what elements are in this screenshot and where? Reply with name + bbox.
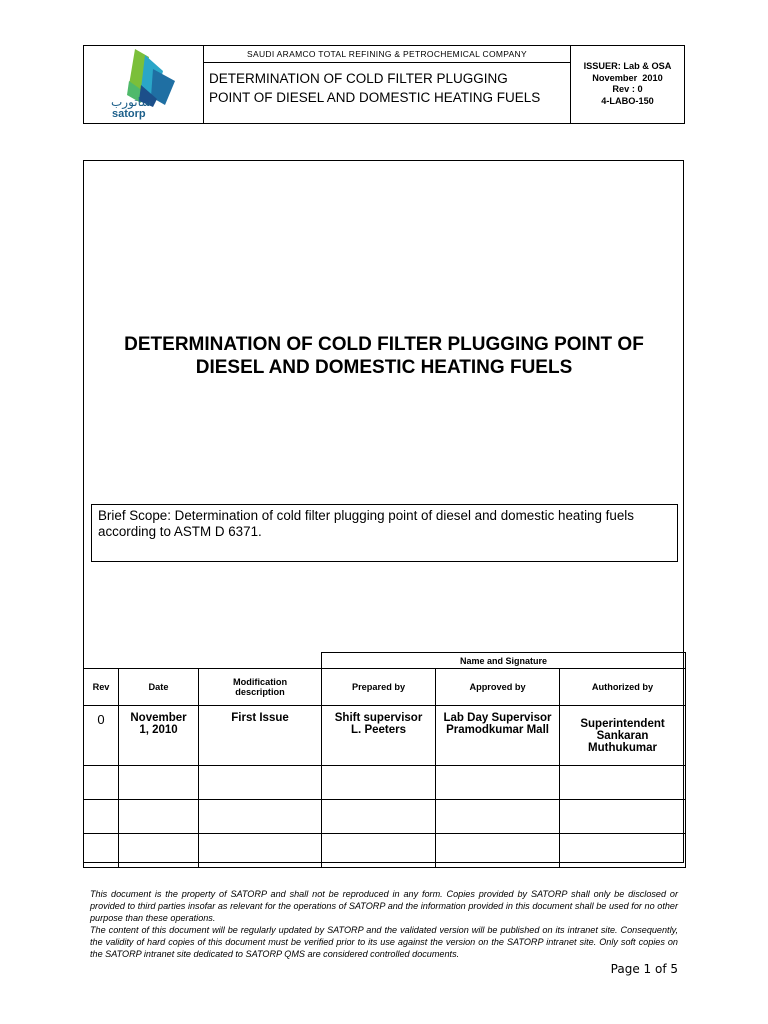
column-header-modification-line: Modification	[232, 677, 288, 687]
brief-scope-box	[91, 504, 678, 562]
disclaimer-paragraph: The content of this document will be regularly updated by SATORP and the validated version will be published on its intranet site. Consequently, the validity of hard copies of this document must be verified prior to its use against the version on the SATORP intranet site. Only soft copies on the SATORP intranet site dedicated to SATORP QMS are considered controlled documents.	[90, 925, 678, 959]
cell-prepared-by-line: Shift supervisor	[334, 712, 423, 724]
issuer-block	[571, 61, 684, 107]
table-header-row	[84, 669, 686, 706]
revision: Rev : 0	[612, 84, 643, 94]
cell-approved-by	[436, 706, 560, 766]
empty-cell	[436, 834, 560, 868]
cell-authorized-by-line: Muthukumar	[588, 741, 658, 754]
empty-cell	[199, 766, 322, 800]
table-row-empty	[84, 766, 686, 800]
cell-authorized-by-line: Sankaran	[596, 729, 649, 742]
disclaimer-paragraph: This document is the property of SATORP and shall not be reproduced in any form. Copies provided by SATORP shall only be disclosed or provided to third parties insofar as relevant for the operations of SATORP and the information provided in this document shall be used for no other purpose than these operations.	[90, 889, 678, 923]
cell-date-line: November	[130, 712, 187, 724]
cell-authorized-by	[560, 706, 686, 766]
page-title-line: DETERMINATION OF COLD FILTER PLUGGING POINT OF	[124, 334, 644, 355]
empty-cell	[322, 800, 436, 834]
header-title-line: DETERMINATION OF COLD FILTER PLUGGING	[209, 71, 508, 86]
empty-cell	[436, 800, 560, 834]
company-name: SAUDI ARAMCO TOTAL REFINING & PETROCHEMICAL COMPANY	[247, 49, 527, 59]
empty-cell	[119, 834, 199, 868]
brief-scope-line: according to ASTM D 6371.	[98, 524, 262, 539]
header-title	[209, 69, 565, 107]
table-row	[84, 706, 686, 766]
empty-cell	[322, 834, 436, 868]
cell-authorized-by-line: Superintendent	[580, 717, 665, 730]
name-and-signature-header: Name and Signature	[322, 653, 686, 669]
table-group-header-row	[84, 653, 686, 669]
table-row-empty	[84, 834, 686, 868]
empty-cell	[560, 766, 686, 800]
empty-cell	[119, 800, 199, 834]
cell-date-line: 1, 2010	[139, 724, 178, 736]
empty-cell	[322, 766, 436, 800]
empty-cell	[560, 800, 686, 834]
cell-approved-by-line: Lab Day Supervisor	[443, 712, 552, 724]
cell-date	[119, 706, 199, 766]
empty-cell	[84, 834, 119, 868]
table-blank-cell	[84, 653, 322, 669]
cell-rev: 0	[84, 706, 119, 766]
logo-arabic-text: ساتورب	[111, 95, 152, 109]
column-header-modification	[199, 669, 322, 706]
confidentiality-disclaimer	[90, 888, 678, 960]
brief-scope-line: Brief Scope: Determination of cold filter plugging point of diesel and domestic heating fuels	[98, 508, 634, 523]
header-title-line: POINT OF DIESEL AND DOMESTIC HEATING FUELS	[209, 90, 541, 105]
column-header-date: Date	[119, 669, 199, 706]
page-title	[0, 333, 768, 379]
table-row-empty	[84, 800, 686, 834]
logo-latin-text: satorp	[112, 108, 146, 120]
header-company-divider	[203, 62, 570, 63]
cell-approved-by-line: Pramodkumar Mall	[446, 724, 549, 736]
revision-signature-table	[83, 652, 686, 868]
empty-cell	[84, 800, 119, 834]
document-header	[83, 45, 685, 124]
issuer-label: ISSUER: Lab & OSA	[583, 61, 672, 71]
empty-cell	[199, 834, 322, 868]
cell-prepared-by-line: L. Peeters	[351, 724, 407, 736]
empty-cell	[119, 766, 199, 800]
satorp-logo	[83, 45, 203, 124]
column-header-prepared-by: Prepared by	[322, 669, 436, 706]
column-header-modification-line: description	[235, 687, 285, 697]
column-header-authorized-by: Authorized by	[560, 669, 686, 706]
empty-cell	[84, 766, 119, 800]
column-header-approved-by: Approved by	[436, 669, 560, 706]
header-divider	[684, 45, 685, 124]
empty-cell	[436, 766, 560, 800]
issue-date: November 2010	[592, 72, 663, 83]
empty-cell	[199, 800, 322, 834]
page-title-line: DIESEL AND DOMESTIC HEATING FUELS	[195, 357, 573, 378]
cell-prepared-by	[322, 706, 436, 766]
page-number: Page 1 of 5	[610, 962, 678, 976]
empty-cell	[560, 834, 686, 868]
column-header-rev: Rev	[84, 669, 119, 706]
document-number: 4-LABO-150	[601, 95, 654, 106]
cell-modification: First Issue	[199, 706, 322, 766]
